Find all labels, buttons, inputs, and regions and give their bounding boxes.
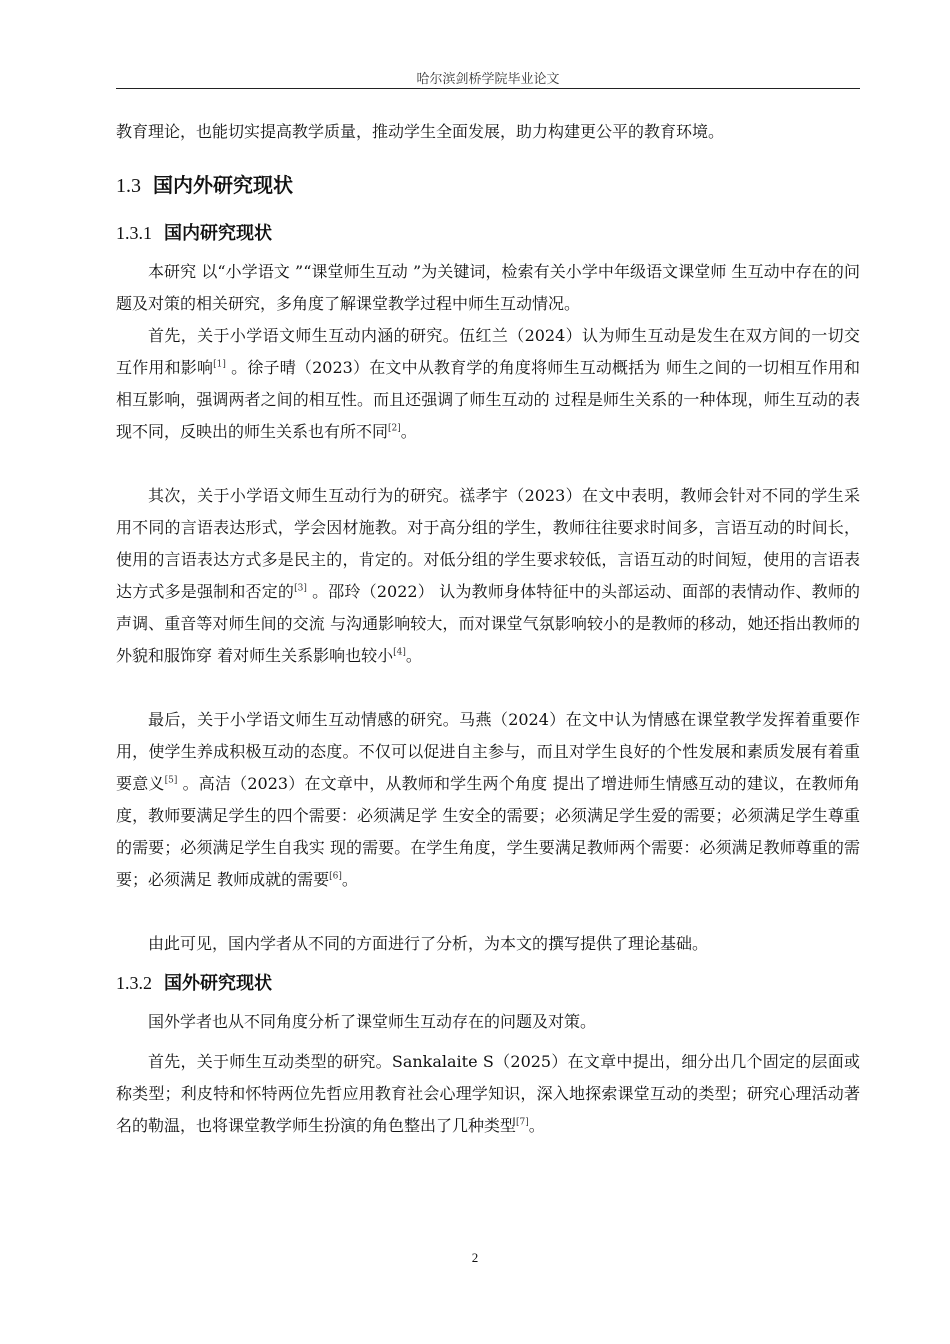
paragraph-text: 。 bbox=[405, 646, 422, 665]
page-number: 2 bbox=[471, 1250, 479, 1265]
paragraph-text: 。徐子晴（2023）在文中从教育学的角度将师生互动概括为 师生之间的一切相互作用和相互影响，强调两者之间的相互性。而且还强调了师生互动的 过程是师生关系的一种体现，师生互动的表现不同，反映出的师生关系也有所不同 bbox=[116, 358, 860, 441]
section-heading-1-3 bbox=[116, 160, 860, 210]
citation-6: [6] bbox=[329, 871, 342, 882]
paragraph-text: 。 bbox=[400, 422, 417, 441]
citation-5: [5] bbox=[164, 775, 178, 786]
paragraph-connotation bbox=[116, 320, 860, 480]
section-heading-1-3-2 bbox=[116, 960, 860, 1006]
paragraph-text: 。邵玲（2022） 认为教师身体特征中的头部运动、面部的表情动作、教师的声调、重音等对师生间的交流 与沟通影响较大，而对课堂气氛影响较小的是教师的移动，她还指出教师的外貌和服饰穿 着对师生关系影响也较小 bbox=[116, 582, 860, 665]
paragraph-foreign-intro: 国外学者也从不同角度分析了课堂师生互动存在的问题及对策。 bbox=[148, 1012, 597, 1031]
paragraph-text: 最后，关于小学语文师生互动情感的研究。马燕（2024）在文中认为情感在课堂教学发挥着重要作用，使学生养成积极互动的态度。不仅可以促进自主参与，而且对学生良好的个性发展和素质发展有着重要意义 bbox=[116, 710, 860, 793]
section-number: 1.3.1 bbox=[116, 223, 152, 243]
section-number: 1.3.2 bbox=[116, 973, 152, 993]
paragraph-summary: 由此可见，国内学者从不同的方面进行了分析，为本文的撰写提供了理论基础。 bbox=[148, 934, 709, 953]
citation-2: [2] bbox=[388, 423, 401, 434]
section-title: 国内外研究现状 bbox=[153, 173, 293, 197]
section-title: 国内研究现状 bbox=[164, 223, 272, 244]
paragraph-behavior bbox=[116, 480, 860, 704]
running-header: 哈尔滨剑桥学院毕业论文 bbox=[416, 72, 560, 87]
paragraph-text: 其次，关于小学语文师生互动行为的研究。禚孝宇（2023）在文中表明，教师会针对不同的学生采用不同的言语表达形式，学会因材施教。对于高分组的学生，教师往往要求时间多，言语互动的时间长，使用的言语表达方式多是民主的，肯定的。对低分组的学生要求较低，言语互动的时间短，使用的言语表达方式多是强制和否定的 bbox=[116, 486, 860, 601]
section-title: 国外研究现状 bbox=[164, 973, 272, 994]
section-number: 1.3 bbox=[116, 175, 141, 197]
paragraph-keywords: 本研究 以“小学语文 ”“课堂师生互动 ”为关键词，检索有关小学中年级语文课堂师 生互动中存在的问题及对策的相关研究，多角度了解课堂教学过程中师生互动情况。 bbox=[116, 262, 860, 313]
citation-1: [1] bbox=[213, 359, 226, 370]
paragraph-emotion bbox=[116, 704, 860, 928]
paragraph-text: 。高洁（2023）在文章中，从教师和学生两个角度 提出了增进师生情感互动的建议，在教师角度，教师要满足学生的四个需要：必须满足学 生安全的需要；必须满足学生爱的需要；必须满足学生尊重的需要；必须满足学生自我实 现的需要。在学生角度，学生要满足教师两个需要：必须满足教师尊重的需要；必须满足 教师成就的需要 bbox=[116, 774, 860, 889]
paragraph-text: 。 bbox=[528, 1116, 545, 1135]
paragraph-interaction-types bbox=[116, 1046, 860, 1142]
paragraph-text: 首先，关于小学语文师生互动内涵的研究。伍红兰（2024）认为师生互动是发生在双方间的一切交互作用和影响 bbox=[116, 326, 860, 377]
paragraph-text: 首先，关于师生互动类型的研究。Sankalaite S（2025）在文章中提出，细分出几个固定的层面或称类型；利皮特和怀特两位先哲应用教育社会心理学知识，深入地探索课堂互动的类型；研究心理活动著名的勒温，也将课堂教学师生扮演的角色整出了几种类型 bbox=[116, 1052, 860, 1135]
section-heading-1-3-1 bbox=[116, 210, 860, 256]
paragraph-intro-end: 教育理论，也能切实提高教学质量，推动学生全面发展，助力构建更公平的教育环境。 bbox=[116, 122, 725, 141]
header-rule bbox=[116, 88, 860, 89]
citation-7: [7] bbox=[516, 1117, 529, 1128]
body-text bbox=[116, 116, 860, 1142]
citation-4: [4] bbox=[393, 647, 406, 658]
citation-3: [3] bbox=[294, 583, 307, 594]
paragraph-text: 。 bbox=[341, 870, 358, 889]
